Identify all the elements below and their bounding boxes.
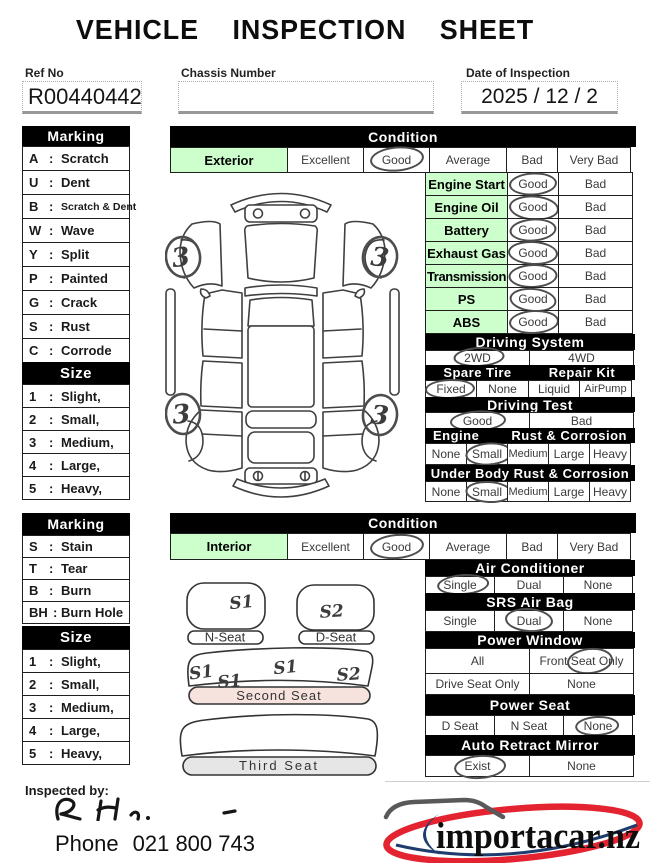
legend-row: 4 : Large,: [22, 453, 130, 477]
mechanical-row: Engine Oil Good Bad: [425, 195, 635, 219]
mechanical-row: PS Good Bad: [425, 287, 635, 311]
spare-tire-fixed: Fixed: [425, 380, 477, 398]
phone-line: [55, 831, 255, 857]
legend-row: W : Wave: [22, 218, 130, 243]
exterior-option-good: Good: [363, 147, 430, 173]
mechanical-row: ABS Good Bad: [425, 310, 635, 334]
legend-row: BH : Burn Hole: [22, 601, 130, 624]
repair-kit-airpump: AirPump: [579, 380, 632, 398]
driving-system-row: [425, 350, 634, 366]
car-exterior-diagram: [165, 180, 400, 510]
legend-row: P : Painted: [22, 266, 130, 291]
mirror-none: None: [529, 755, 634, 777]
legend-row: 1 : Slight,: [22, 384, 130, 408]
logo-text: importacar.nz: [436, 816, 640, 857]
chassis-number-label: Chassis Number: [181, 66, 276, 80]
driving-test-bad: Bad: [529, 412, 634, 429]
legend-row: S : Rust: [22, 314, 130, 339]
mechanical-row: Battery Good Bad: [425, 218, 635, 242]
spare-tire-header: Spare Tire: [425, 365, 530, 380]
air-conditioner-header: Air Conditioner: [425, 560, 635, 576]
ac-single: Single: [425, 576, 495, 594]
srs-none: None: [563, 610, 633, 632]
legend-row: 5 : Heavy,: [22, 476, 130, 500]
interior-row-label: Interior: [170, 533, 288, 560]
engine-rust-small: Small: [466, 443, 508, 465]
pw-drive-seat-only: Drive Seat Only: [425, 673, 530, 695]
importacar-logo: [372, 779, 644, 863]
legend-row: B : Burn: [22, 579, 130, 602]
power-window-row-2: [425, 673, 634, 695]
pw-front-seat-only: Front Seat Only: [529, 648, 634, 674]
legend-row: G : Crack: [22, 290, 130, 315]
date-value: 2025 / 12 / 2: [481, 84, 598, 108]
ref-no-value: R00440442: [28, 83, 142, 109]
spare-tire-none: None: [476, 380, 529, 398]
legend-row: B : Scratch & Dent: [22, 194, 130, 219]
ps-d-seat: D Seat: [425, 715, 495, 736]
pw-none: None: [529, 673, 634, 695]
second-seat-mark: S1: [187, 661, 215, 685]
page-title: VEHICLE INSPECTION SHEET: [75, 14, 535, 45]
legend-row: S : Stain: [22, 535, 130, 558]
third-seat-back: [180, 715, 377, 756]
driving-test-good: Good: [425, 412, 530, 429]
wheel-mark-rear-right: 3: [369, 400, 391, 432]
legend-row: Y : Split: [22, 242, 130, 267]
second-seat-label: Second Seat: [236, 688, 322, 703]
legend-row: 3 : Medium,: [22, 695, 130, 719]
exterior-option-verybad: Very Bad: [557, 147, 631, 173]
second-seat-mark: S2: [335, 664, 362, 686]
exterior-option-bad: Bad: [506, 147, 558, 173]
underbody-rust-row: None Small Medium Large Heavy: [425, 481, 631, 502]
legend-row: 1 : Slight,: [22, 649, 130, 673]
legend-row: T : Tear: [22, 557, 130, 580]
exterior-condition-header: Condition: [170, 126, 636, 147]
engine-rust-header: Engine Rust & Corrosion: [425, 428, 635, 443]
exterior-size-header: Size: [22, 362, 130, 384]
exterior-option-average: Average: [429, 147, 507, 173]
srs-single: Single: [425, 610, 495, 632]
legend-row: 5 : Heavy,: [22, 741, 130, 765]
n-seat-label: N-Seat: [204, 629, 246, 645]
exterior-condition-row: [170, 147, 631, 173]
srs-air-bag-header: SRS Air Bag: [425, 593, 635, 610]
wheel-mark-rear-left: 3: [170, 399, 192, 431]
underbody-rust-header: Under Body Rust & Corrosion: [425, 465, 635, 481]
wheel-mark-front-right: 3: [369, 242, 391, 274]
ref-no-label: Ref No: [25, 66, 64, 80]
d-seat-mark: S2: [318, 601, 345, 623]
legend-row: A : Scratch: [22, 146, 130, 171]
mechanical-row: Exhaust Gas Good Bad: [425, 241, 635, 265]
exterior-marking-header: Marking: [22, 126, 130, 146]
driving-system-4wd: 4WD: [529, 350, 634, 366]
exterior-marking-legend: [22, 146, 137, 363]
srs-air-bag-row: [425, 610, 633, 632]
legend-row: U : Dent: [22, 170, 130, 195]
driving-system-header: Driving System: [425, 334, 635, 350]
interior-marking-header: Marking: [22, 513, 130, 535]
pw-all: All: [425, 648, 530, 674]
driving-test-row: [425, 412, 634, 429]
ps-n-seat: N Seat: [494, 715, 564, 736]
power-window-row-1: [425, 648, 634, 674]
interior-condition-header: Condition: [170, 513, 636, 533]
mirror-exist: Exist: [425, 755, 530, 777]
underbody-rust-small: Small: [466, 481, 508, 502]
legend-row: 4 : Large,: [22, 718, 130, 742]
mechanical-checks-table: [425, 172, 635, 334]
driving-test-header: Driving Test: [425, 397, 635, 412]
ps-none: None: [563, 715, 633, 736]
n-seat-mark: S1: [228, 591, 255, 615]
chassis-number-field: [178, 81, 434, 114]
mechanical-row: Engine Start Good Bad: [425, 172, 635, 196]
legend-row: C : Corrode: [22, 338, 130, 363]
d-seat-label: D-Seat: [315, 629, 357, 645]
legend-row: 3 : Medium,: [22, 430, 130, 454]
seat-diagram: [165, 555, 415, 790]
date-of-inspection-field: [461, 81, 618, 114]
interior-size-header: Size: [22, 626, 130, 649]
ac-dual: Dual: [494, 576, 564, 594]
phone-label: Phone: [55, 831, 119, 856]
auto-retract-mirror-row: [425, 755, 634, 777]
exterior-option-excellent: Excellent: [287, 147, 364, 173]
legend-row: 2 : Small,: [22, 672, 130, 696]
engine-rust-row: None Small Medium Large Heavy: [425, 443, 631, 465]
second-seat-mark: S1: [272, 656, 299, 680]
ac-none: None: [563, 576, 633, 594]
auto-retract-mirror-header: Auto Retract Mirror: [425, 735, 635, 755]
interior-option-good: Good: [363, 533, 430, 560]
interior-size-legend: [22, 649, 130, 765]
power-seat-row: [425, 715, 633, 736]
repair-kit-liquid: Liquid: [528, 380, 580, 398]
air-conditioner-row: [425, 576, 633, 594]
legend-row: 2 : Small,: [22, 407, 130, 431]
repair-kit-header: Repair Kit: [529, 365, 635, 380]
driving-system-2wd: 2WD: [425, 350, 530, 366]
inspector-signature: [28, 793, 288, 821]
interior-condition-row: Interior Excellent Good Average Bad Very Bad: [170, 533, 631, 560]
interior-marking-legend: [22, 535, 130, 624]
srs-dual: Dual: [494, 610, 564, 632]
inspected-by-label: Inspected by:: [25, 783, 109, 798]
phone-number: 021 800 743: [132, 831, 255, 856]
spare-tire-repair-kit-row: [425, 380, 632, 398]
exterior-size-legend: [22, 384, 130, 500]
third-seat-label: Third Seat: [239, 758, 319, 773]
power-seat-header: Power Seat: [425, 695, 635, 715]
power-window-header: Power Window: [425, 632, 635, 648]
exterior-row-label: Exterior: [170, 147, 288, 173]
wheel-mark-front-left: 3: [169, 241, 192, 275]
ref-no-field: [22, 81, 142, 114]
mechanical-row: Transmission Good Bad: [425, 264, 635, 288]
second-seat-mark: S1: [216, 671, 243, 694]
date-of-inspection-label: Date of Inspection: [466, 66, 571, 80]
